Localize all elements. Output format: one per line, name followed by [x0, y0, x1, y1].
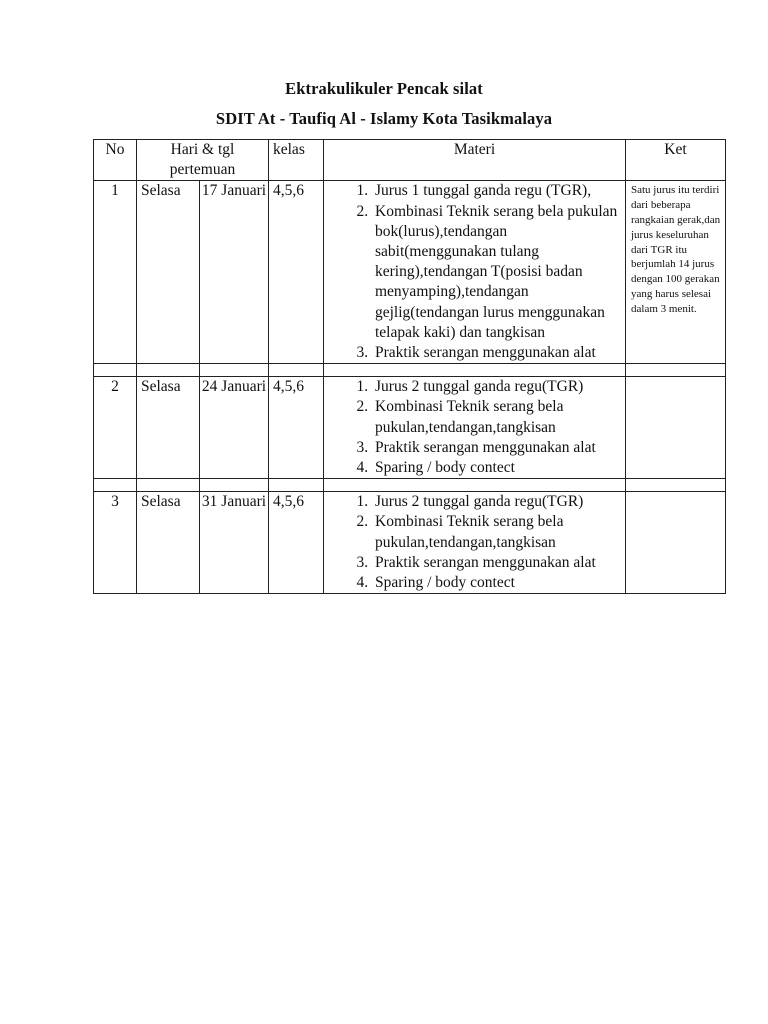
- spacer-cell: [94, 364, 137, 377]
- row-date: 31 Januari: [200, 492, 269, 594]
- spacer-cell: [269, 479, 324, 492]
- table-row: [94, 181, 726, 364]
- table-header-row: [94, 140, 726, 181]
- spacer-cell: [269, 364, 324, 377]
- materi-item: 4. Sparing / body contect: [372, 573, 621, 593]
- materi-item: 4. Sparing / body contect: [372, 458, 621, 478]
- materi-item: 2. Kombinasi Teknik serang bela pukulan,tendangan,tangkisan: [372, 397, 621, 437]
- row-date: 24 Januari: [200, 377, 269, 479]
- document-title: Ektrakulikuler Pencak silat: [285, 79, 483, 98]
- spacer-cell: [94, 479, 137, 492]
- row-day: Selasa: [137, 377, 200, 479]
- row-ket: Satu jurus itu terdiri dari beberapa rangkaian gerak,dan jurus keseluruhan dari TGR itu berjumlah 14 jurus dengan 100 gerakan yang harus selesai dalam 3 menit.: [626, 181, 726, 364]
- spacer-cell: [200, 364, 269, 377]
- spacer-row: [94, 364, 726, 377]
- header-materi: Materi: [324, 140, 626, 181]
- row-materi: [324, 181, 626, 364]
- spacer-cell: [137, 364, 200, 377]
- header-kelas: kelas: [269, 140, 324, 181]
- row-day: Selasa: [137, 181, 200, 364]
- table-row: [94, 492, 726, 594]
- table-row: [94, 377, 726, 479]
- spacer-cell: [626, 479, 726, 492]
- row-materi: [324, 377, 626, 479]
- row-number: 2: [94, 377, 137, 479]
- row-number: 3: [94, 492, 137, 594]
- row-day: Selasa: [137, 492, 200, 594]
- materi-list: [324, 492, 625, 593]
- header-ket: Ket: [626, 140, 726, 181]
- materi-item: 3. Praktik serangan menggunakan alat: [372, 553, 621, 573]
- row-kelas: 4,5,6: [269, 181, 324, 364]
- spacer-cell: [137, 479, 200, 492]
- materi-list: [324, 377, 625, 478]
- row-materi: [324, 492, 626, 594]
- materi-item: 3. Praktik serangan menggunakan alat: [372, 438, 621, 458]
- spacer-row: [94, 479, 726, 492]
- materi-item: 1. Jurus 2 tunggal ganda regu(TGR): [372, 492, 621, 512]
- schedule-table: [93, 139, 726, 594]
- materi-list: [324, 181, 625, 363]
- header-no: No: [94, 140, 137, 181]
- spacer-cell: [324, 364, 626, 377]
- spacer-cell: [626, 364, 726, 377]
- document-subtitle: SDIT At - Taufiq Al - Islamy Kota Tasikmalaya: [215, 109, 553, 128]
- row-date: 17 Januari: [200, 181, 269, 364]
- row-number: 1: [94, 181, 137, 364]
- header-hari: Hari & tgl pertemuan: [137, 140, 269, 181]
- materi-item: 2. Kombinasi Teknik serang bela pukulan bok(lurus),tendangan sabit(menggunakan tulang kering),tendangan T(posisi badan menyamping),tendangan gejlig(tendangan lurus menggunakan telapak kaki) dan tangkisan: [372, 202, 621, 343]
- row-ket: [626, 492, 726, 594]
- row-kelas: 4,5,6: [269, 377, 324, 479]
- row-kelas: 4,5,6: [269, 492, 324, 594]
- spacer-cell: [324, 479, 626, 492]
- materi-item: 3. Praktik serangan menggunakan alat: [372, 343, 621, 363]
- spacer-cell: [200, 479, 269, 492]
- materi-item: 1. Jurus 1 tunggal ganda regu (TGR),: [372, 181, 621, 201]
- materi-item: 2. Kombinasi Teknik serang bela pukulan,tendangan,tangkisan: [372, 512, 621, 552]
- row-ket: [626, 377, 726, 479]
- materi-item: 1. Jurus 2 tunggal ganda regu(TGR): [372, 377, 621, 397]
